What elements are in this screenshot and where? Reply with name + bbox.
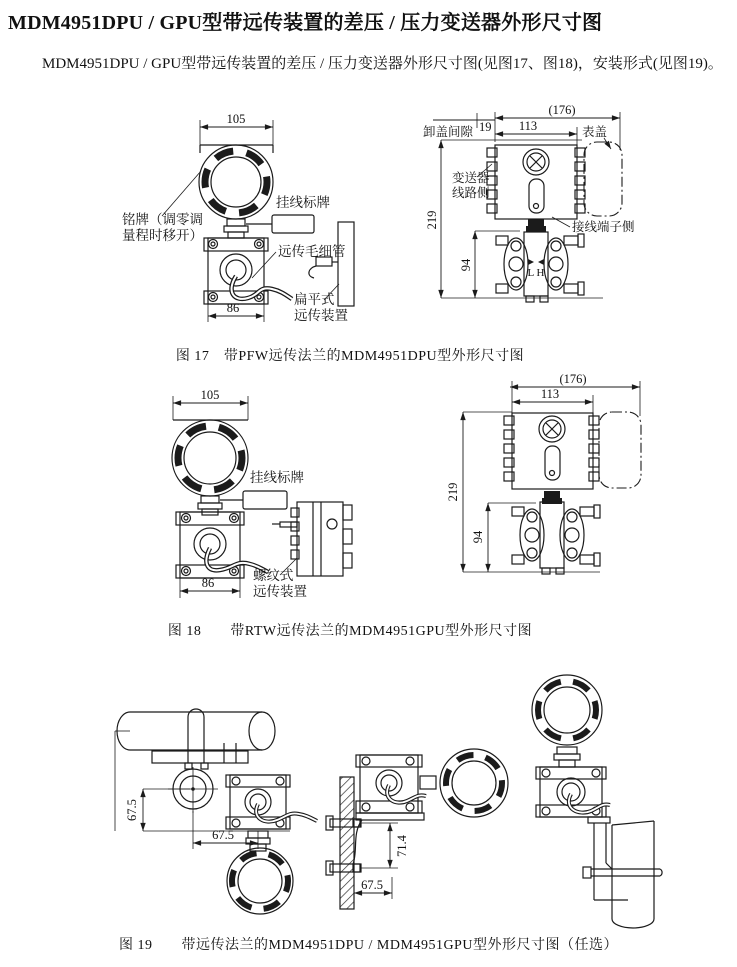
fig17-front-view xyxy=(122,112,354,323)
fig17-circuit-side-label-line2: 线路侧 xyxy=(452,186,490,200)
fig18-front-view xyxy=(172,388,352,599)
fig17-cover-gap-label: 卸盖间隙 xyxy=(423,125,474,139)
fig17-flat-device-label-line2: 远传装置 xyxy=(294,308,348,323)
fig18-dim-113: 113 xyxy=(540,387,560,401)
fig19-pipe-mount-vertical xyxy=(532,675,662,928)
fig18-dim-219: 219 xyxy=(446,482,460,502)
fig17-gauge-cover-label: 表盖 xyxy=(582,125,608,139)
fig18-dim-86: 86 xyxy=(201,576,215,590)
fig17-dim-94: 94 xyxy=(459,258,473,272)
fig17-circuit-side-label-line1: 变送器 xyxy=(452,171,490,185)
fig19-dim-67-5-vertical: 67.5 xyxy=(125,799,139,821)
fig19-caption: 图 19 带远传法兰的MDM4951DPU / MDM4951GPU型外形尺寸图（任选） xyxy=(119,938,618,953)
fig17-terminal-side-label: 接线端子侧 xyxy=(572,220,635,234)
fig17-lh-mark: L H xyxy=(527,267,545,279)
fig17-dim-176: (176) xyxy=(548,103,576,117)
fig19-drawing xyxy=(40,655,737,933)
fig18-threaded-device-label-line1: 螺纹式 xyxy=(253,568,294,583)
fig19-pipe-mount-horizontal xyxy=(115,709,317,914)
fig19-wall-mount xyxy=(326,749,508,909)
fig17-dim-105: 105 xyxy=(226,112,246,126)
fig17-dim-113: 113 xyxy=(518,119,538,133)
page-title: MDM4951DPU / GPU型带远传装置的差压 / 压力变送器外形尺寸图 xyxy=(8,12,603,34)
fig19-dim-71-4: 71.4 xyxy=(395,835,409,857)
fig19-dim-67-5-horizontal: 67.5 xyxy=(212,828,234,842)
intro-paragraph: MDM4951DPU / GPU型带远传装置的差压 / 压力变送器外形尺寸图(见图17、图18)，安装形式(见图19)。 xyxy=(42,56,723,72)
fig17-dim-19: 19 xyxy=(479,120,492,134)
fig17-capillary-label: 远传毛细管 xyxy=(278,244,346,259)
fig17-dim-219: 219 xyxy=(425,210,439,230)
fig19-dim-67-5-mid: 67.5 xyxy=(361,878,383,892)
fig18-dim-105: 105 xyxy=(200,388,220,402)
fig18-threaded-device-label-line2: 远传装置 xyxy=(253,584,307,599)
fig18-dim-176: (176) xyxy=(559,372,587,386)
fig17-hang-tag-label: 挂线标牌 xyxy=(276,195,330,210)
fig17-dim-86: 86 xyxy=(226,301,240,315)
fig17-side-view xyxy=(423,103,635,302)
fig17-drawing xyxy=(100,100,737,345)
fig18-hang-tag-label: 挂线标牌 xyxy=(250,470,304,485)
fig18-caption: 图 18 带RTW远传法兰的MDM4951GPU型外形尺寸图 xyxy=(167,624,533,639)
fig17-nameplate-label-line2: 量程时移开） xyxy=(122,228,203,243)
fig18-dim-94: 94 xyxy=(471,530,485,544)
fig17-nameplate-label-line1: 铭牌（调零调 xyxy=(122,212,203,227)
fig17-flat-device-label-line1: 扁平式 xyxy=(294,292,335,307)
fig18-side-view xyxy=(446,372,641,574)
fig17-caption: 图 17 带PFW远传法兰的MDM4951DPU型外形尺寸图 xyxy=(175,349,525,364)
fig18-drawing xyxy=(100,372,737,618)
